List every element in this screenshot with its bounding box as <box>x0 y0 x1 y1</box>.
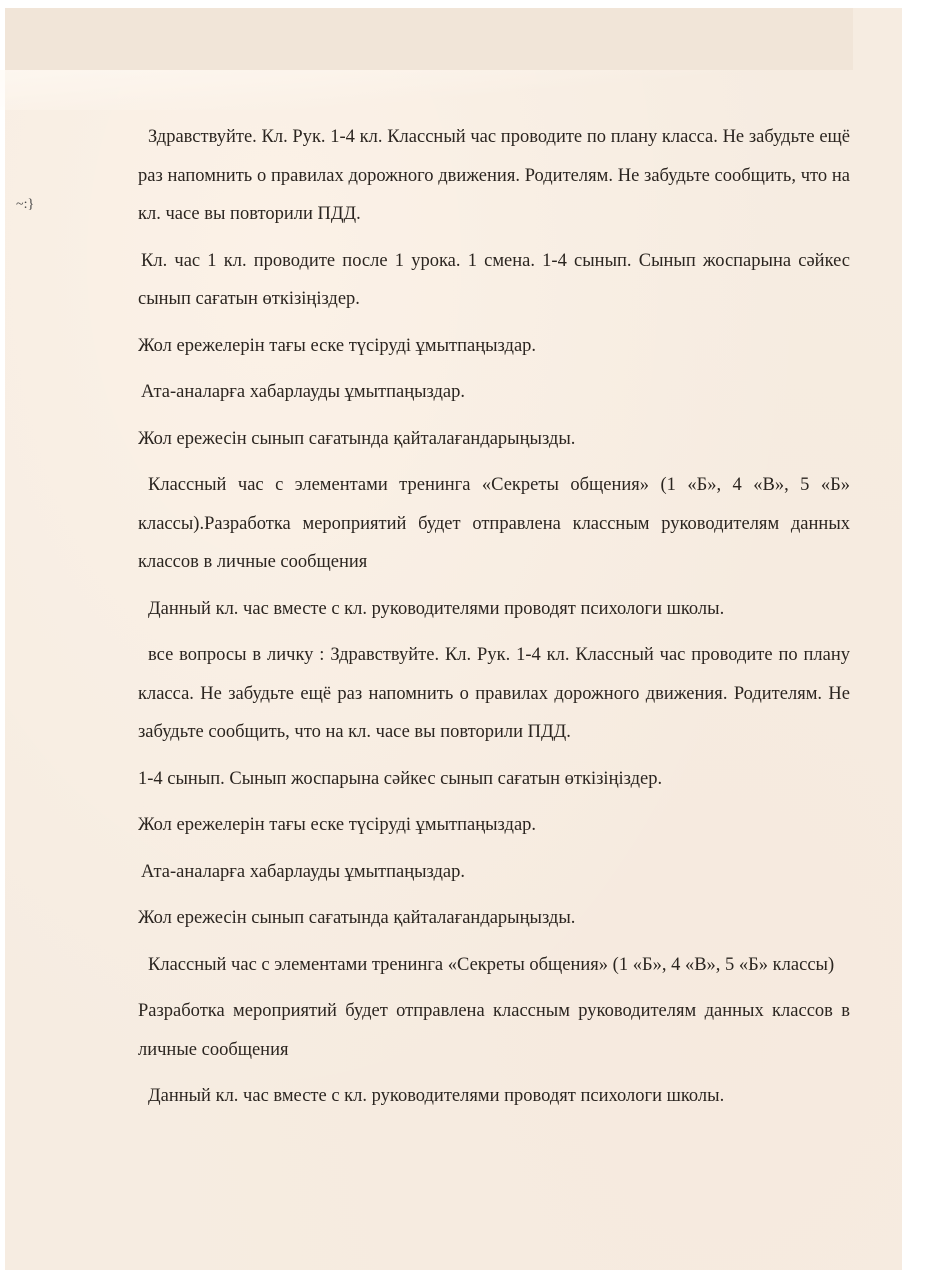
paragraph-questions-greeting: все вопросы в личку : Здравствуйте. Кл. Рук. 1-4 кл. Классный час проводите по плану класса. Не забудьте ещё раз напомнить о правилах дорожного движения. Родителям. Не забудьте сообщить, что на кл. часе вы повторили ПДД. <box>138 645 850 742</box>
paragraph-psychologists: Данный кл. час вместе с кл. руководителями проводят психологи школы. <box>148 598 725 619</box>
document-body <box>138 118 850 1124</box>
paragraph-parents-kz-2: Ата-аналарға хабарлауды ұмытпаңыздар. <box>141 861 466 882</box>
paragraph-greeting-ru: Здравствуйте. Кл. Рук. 1-4 кл. Классный час проводите по плану класса. Не забудьте ещё раз напомнить о правилах дорожного движения. Родителям. Не забудьте сообщить, что на кл. часе вы повторили ПДД. <box>138 127 850 224</box>
paragraph-repeat-rules-kz-2: Жол ережесін сынып сағатында қайталағандарыңызды. <box>138 908 576 928</box>
paragraph-materials: Разработка мероприятий будет отправлена классным руководителям данных классов в личные сообщения <box>138 1001 850 1060</box>
paper-fold-shadow <box>0 70 848 110</box>
paragraph-training-class-2: Классный час с элементами тренинга «Секреты общения» (1 «Б», 4 «В», 5 «Б» классы) <box>148 954 835 975</box>
paragraph-psychologists-2: Данный кл. час вместе с кл. руководителями проводят психологи школы. <box>148 1086 725 1106</box>
paragraph-schedule: Кл. час 1 кл. проводите после 1 урока. 1 смена. 1-4 сынып. Сынып жоспарына сәйкес сынып сағатын өткізіңіздер. <box>138 250 850 309</box>
paper-fold-top <box>5 8 853 70</box>
paragraph-parents-kz: Ата-аналарға хабарлауды ұмытпаңыздар. <box>141 382 466 402</box>
scan-artifact-mark: ~:} <box>16 197 35 212</box>
paragraph-traffic-rules-kz: Жол ережелерін тағы еске түсіруді ұмытпаңыздар. <box>138 335 537 356</box>
paragraph-traffic-rules-kz-2: Жол ережелерін тағы еске түсіруді ұмытпаңыздар. <box>138 815 537 835</box>
paragraph-repeat-rules-kz: Жол ережесін сынып сағатында қайталағандарыңызды. <box>138 428 576 449</box>
paragraph-class-plan-kz: 1-4 сынып. Сынып жоспарына сәйкес сынып сағатын өткізіңіздер. <box>138 768 663 789</box>
paragraph-training-class: Классный час с элементами тренинга «Секреты общения» (1 «Б», 4 «В», 5 «Б» классы).Разработка мероприятий будет отправлена классным руководителям данных классов в личные сообщения <box>138 475 850 572</box>
